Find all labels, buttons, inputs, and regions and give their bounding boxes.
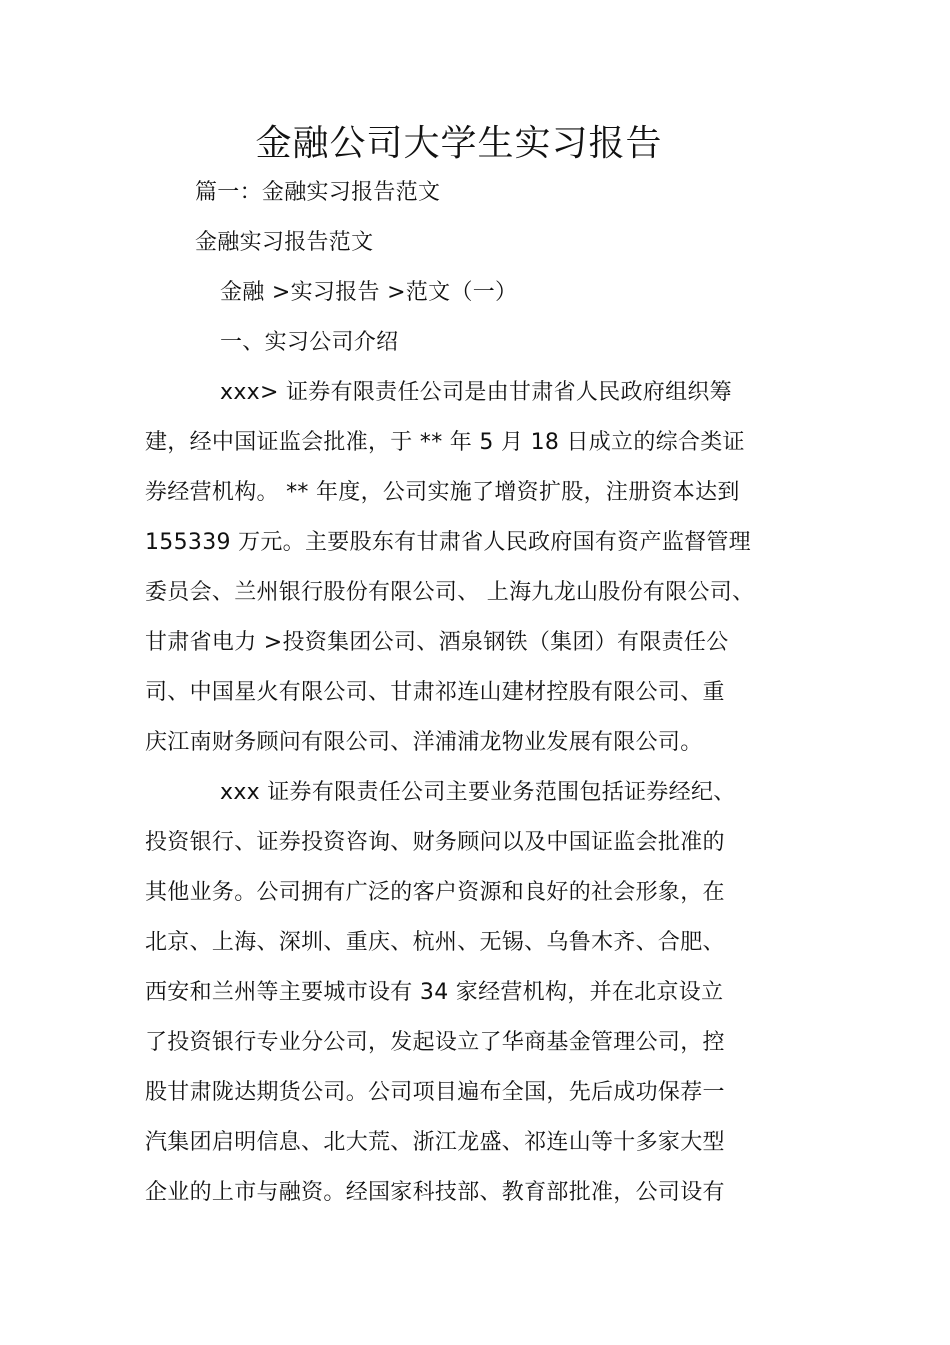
body-line: 其他业务。公司拥有广泛的客户资源和良好的社会形象，在: [145, 880, 725, 905]
body-line: xxx> 证券有限责任公司是由甘肃省人民政府组织筹: [220, 380, 732, 405]
body-line: 汽集团启明信息、北大荒、浙江龙盛、祁连山等十多家大型: [145, 1130, 725, 1155]
body-line: 庆江南财务顾问有限公司、洋浦浦龙物业发展有限公司。: [145, 730, 703, 755]
body-line: 委员会、兰州银行股份有限公司、 上海九龙山股份有限公司、: [145, 580, 755, 605]
chapter-heading: 篇一：金融实习报告范文: [195, 180, 441, 205]
body-line: 西安和兰州等主要城市设有 34 家经营机构，并在北京设立: [145, 980, 724, 1005]
document-title: 金融公司大学生实习报告: [255, 123, 663, 164]
body-line: xxx 证券有限责任公司主要业务范围包括证券经纪、: [220, 780, 736, 805]
body-line: 券经营机构。 ** 年度，公司实施了增资扩股，注册资本达到: [145, 480, 740, 505]
body-line: 股甘肃陇达期货公司。公司项目遍布全国，先后成功保荐一: [145, 1080, 725, 1105]
body-line: 投资银行、证券投资咨询、财务顾问以及中国证监会批准的: [145, 830, 725, 855]
body-line: 司、中国星火有限公司、甘肃祁连山建材控股有限公司、重: [145, 680, 725, 705]
body-line: 企业的上市与融资。经国家科技部、教育部批准，公司设有: [145, 1180, 725, 1205]
body-line: 155339 万元。主要股东有甘肃省人民政府国有资产监督管理: [145, 530, 751, 555]
breadcrumb: 金融 >实习报告 >范文（一）: [220, 280, 518, 305]
body-line: 了投资银行专业分公司，发起设立了华商基金管理公司，控: [145, 1030, 725, 1055]
body-line: 北京、上海、深圳、重庆、杭州、无锡、乌鲁木齐、合肥、: [145, 930, 725, 955]
section-heading: 一、实习公司介绍: [220, 330, 399, 355]
body-line: 甘肃省电力 >投资集团公司、酒泉钢铁（集团）有限责任公: [145, 630, 729, 655]
document-subtitle: 金融实习报告范文: [195, 230, 374, 255]
body-line: 建，经中国证监会批准，于 ** 年 5 月 18 日成立的综合类证: [145, 430, 745, 455]
